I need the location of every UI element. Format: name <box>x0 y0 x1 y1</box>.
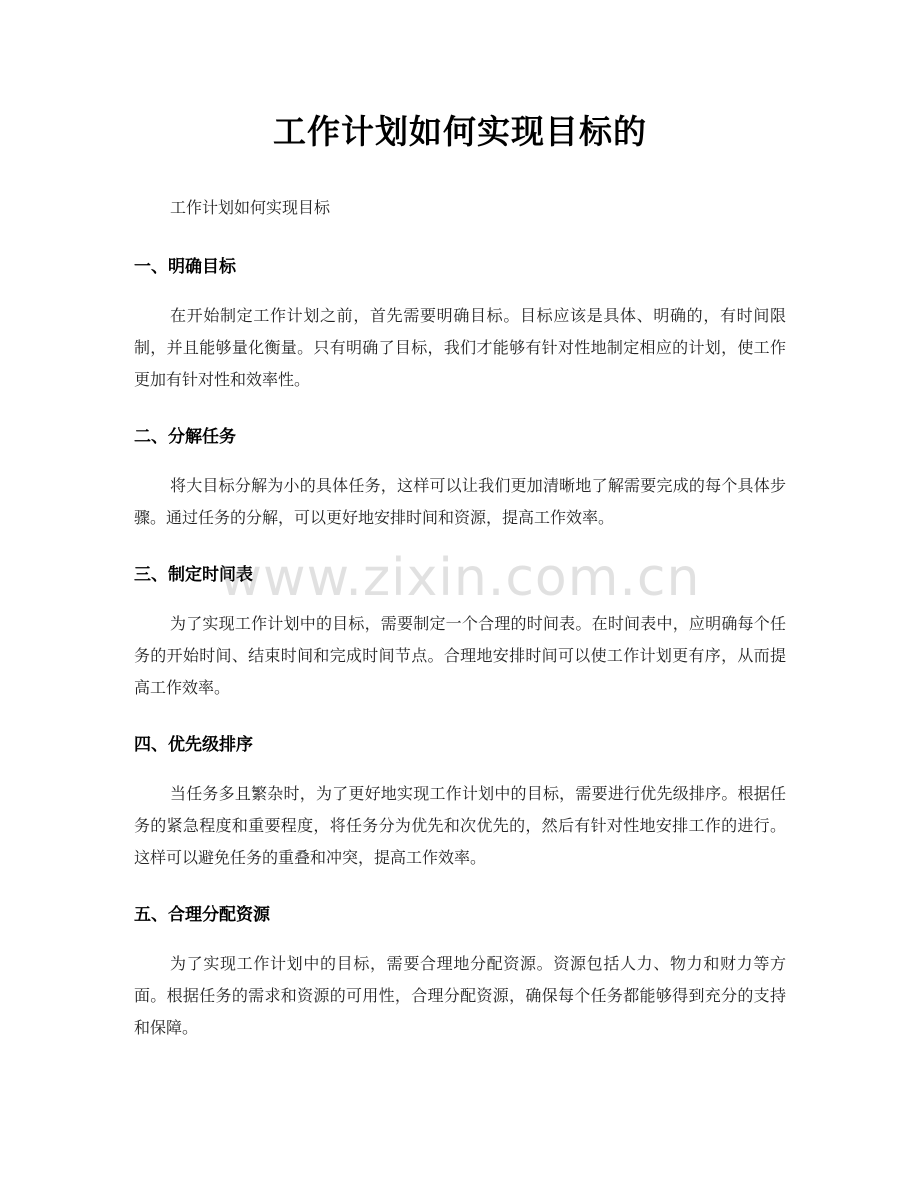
section-heading: 一、明确目标 <box>134 257 236 277</box>
section-paragraph: 在开始制定工作计划之前，首先需要明确目标。目标应该是具体、明确的，有时间限制，并且能够量化衡量。只有明确了目标，我们才能够有针对性地制定相应的计划，使工作更加有针对性和效率性。 <box>134 306 786 389</box>
section-allocate-resources <box>134 902 786 1044</box>
document-subtitle: 工作计划如何实现目标 <box>170 198 331 217</box>
section-priority-ranking <box>134 732 786 874</box>
section-timetable <box>134 562 786 704</box>
section-heading: 五、合理分配资源 <box>134 905 270 925</box>
section-paragraph: 为了实现工作计划中的目标，需要制定一个合理的时间表。在时间表中，应明确每个任务的开始时间、结束时间和完成时间节点。合理地安排时间可以使工作计划更有序，从而提高工作效率。 <box>134 614 786 697</box>
section-paragraph: 当任务多且繁杂时，为了更好地实现工作计划中的目标，需要进行优先级排序。根据任务的紧急程度和重要程度，将任务分为优先和次优先的，然后有针对性地安排工作的进行。这样可以避免任务的重叠和冲突，提高工作效率。 <box>134 784 786 867</box>
section-heading: 二、分解任务 <box>134 427 236 447</box>
section-heading: 三、制定时间表 <box>134 565 253 585</box>
section-break-down-tasks <box>134 424 786 534</box>
section-paragraph: 为了实现工作计划中的目标，需要合理地分配资源。资源包括人力、物力和财力等方面。根据任务的需求和资源的可用性，合理分配资源，确保每个任务都能够得到充分的支持和保障。 <box>134 954 786 1037</box>
section-heading: 四、优先级排序 <box>134 735 253 755</box>
section-paragraph: 将大目标分解为小的具体任务，这样可以让我们更加清晰地了解需要完成的每个具体步骤。通过任务的分解，可以更好地安排时间和资源，提高工作效率。 <box>134 476 786 527</box>
section-clarify-goals <box>134 254 786 396</box>
watermark: www.zixin.com.cn <box>219 548 701 608</box>
section-list <box>134 254 786 1044</box>
document-title: 工作计划如何实现目标的 <box>273 112 647 151</box>
